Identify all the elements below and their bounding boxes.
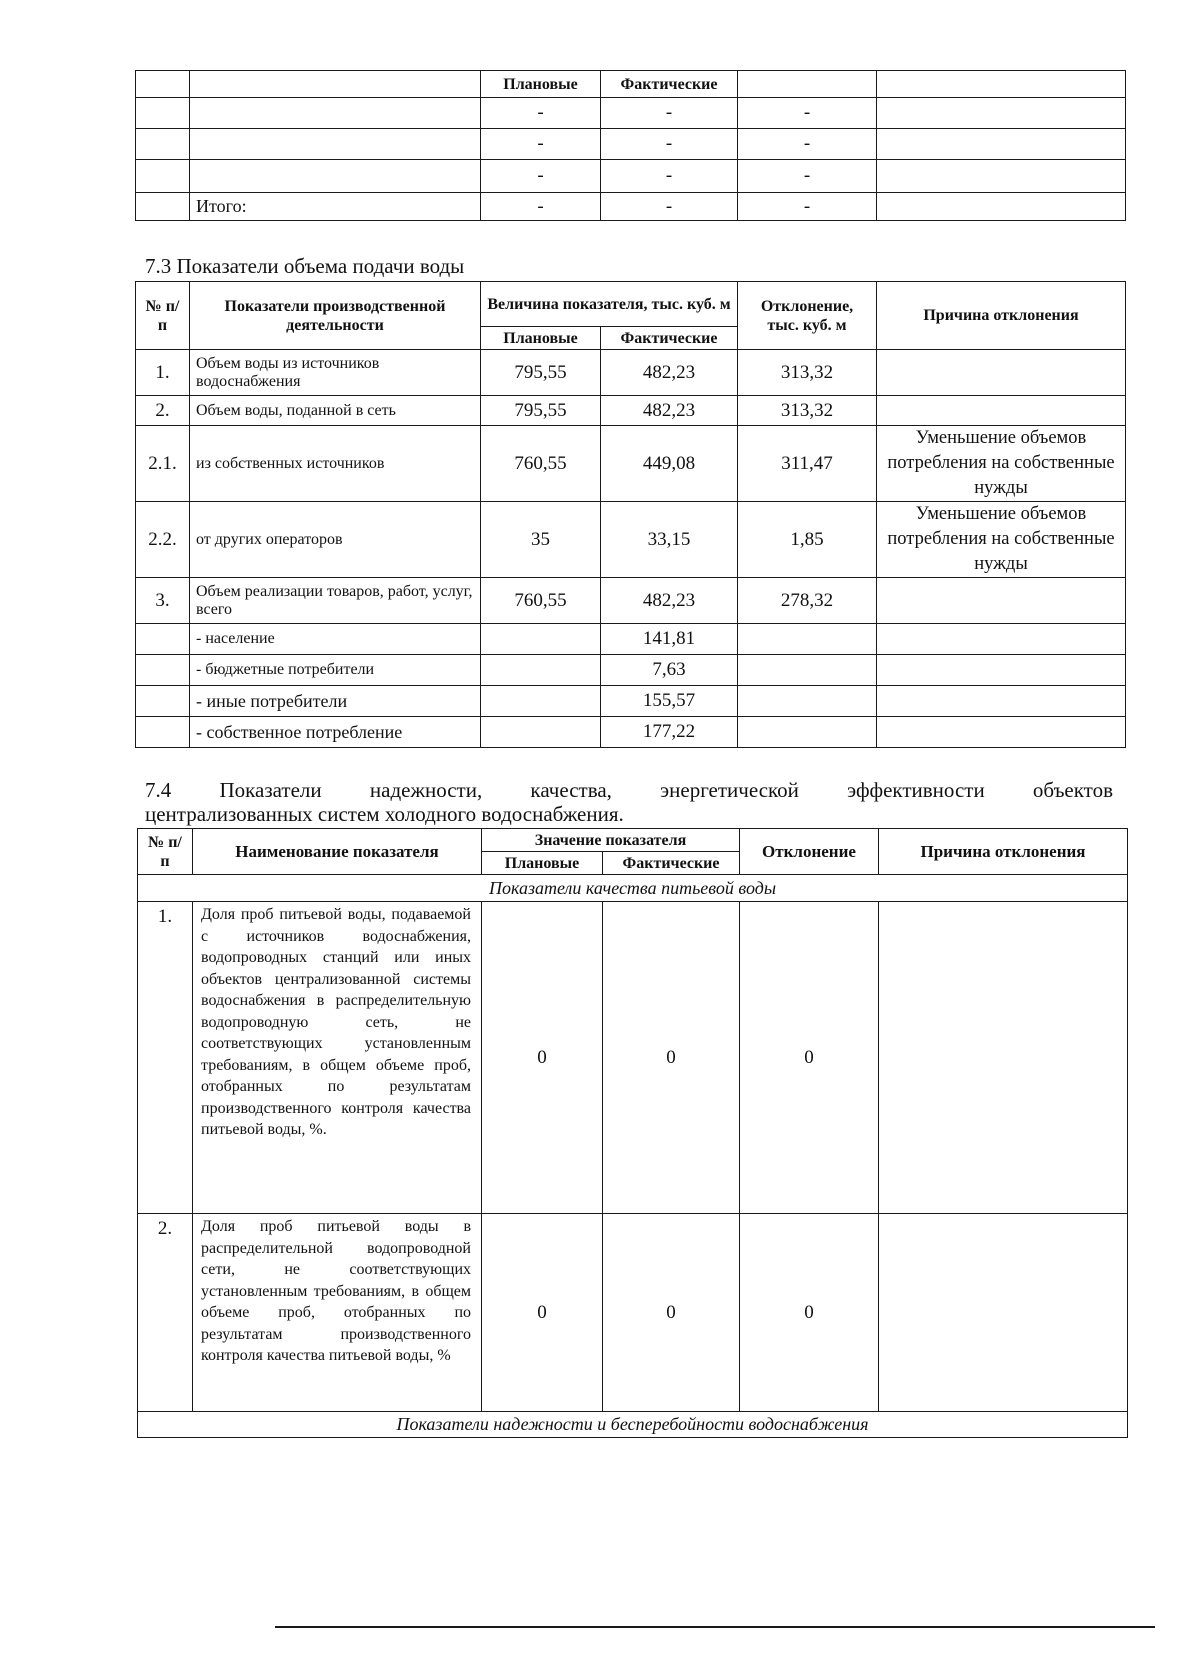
section-7-4-title-line2: централизованных систем холодного водоснабжения. (145, 802, 624, 826)
supply-volume-table (135, 281, 1126, 748)
table-row: 1. Доля проб питьевой воды, подаваемой с источников водоснабжения, водопроводных станций или иных объектов централизованной системы водоснабжения в распределительную водопроводную сеть, не соответствующих установленным требованиям, в общем объеме проб, отобранных по результатам производственного контроля качества питьевой воды, %. 0 0 0 (138, 902, 1128, 1214)
header-value: Значение показателя (482, 829, 740, 852)
table-row: 2.1. из собственных источников 760,55 449,08 311,47 Уменьшение объемов потребления на собственные нужды (136, 426, 1126, 502)
header-num: № п/п (136, 282, 190, 350)
dash-cell: - (601, 160, 738, 193)
table-row (136, 98, 1126, 129)
group-row (138, 875, 1128, 902)
header-deviation: Отклонение (740, 829, 879, 875)
table-row: - собственное потребление 177,22 (136, 717, 1126, 748)
table-row: - население 141,81 (136, 624, 1126, 655)
header-value: Величина показателя, тыс. куб. м (481, 282, 738, 327)
table-row: 2. Доля проб питьевой воды в распределительной водопроводной сети, не соответствующих установленным требованиям, в общем объеме проб, отобранных по результатам производственного контроля качества питьевой воды, % 0 0 0 (138, 1214, 1128, 1412)
header-fact: Фактические (601, 71, 738, 98)
top-table (135, 70, 1126, 221)
group-reliability: Показатели надежности и бесперебойности водоснабжения (138, 1412, 1128, 1438)
table-row: 2.2. от других операторов 35 33,15 1,85 Уменьшение объемов потребления на собственные нужды (136, 502, 1126, 578)
dash-cell: - (738, 129, 877, 160)
dash-cell: - (738, 98, 877, 129)
table-row (136, 129, 1126, 160)
group-quality: Показатели качества питьевой воды (138, 875, 1128, 902)
header-row (138, 829, 1128, 852)
header-plan: Плановые (482, 852, 603, 875)
dash-cell: - (738, 160, 877, 193)
section-7-4-title-line1: 7.4 Показатели надежности, качества, энергетической эффективности объектов (145, 778, 1113, 802)
group-row (138, 1412, 1128, 1438)
header-reason: Причина отклонения (879, 829, 1128, 875)
table-row (136, 160, 1126, 193)
header-fact: Фактические (601, 327, 738, 350)
table-row: 3. Объем реализации товаров, работ, услуг, всего 760,55 482,23 278,32 (136, 578, 1126, 624)
top-table-header-row (136, 71, 1126, 98)
total-label: Итого: (190, 193, 481, 221)
header-deviation: Отклонение, тыс. куб. м (738, 282, 877, 350)
table-row: 1. Объем воды из источников водоснабжения 795,55 482,23 313,32 (136, 350, 1126, 396)
dash-cell: - (601, 129, 738, 160)
dash-cell: - (601, 193, 738, 221)
header-fact: Фактические (603, 852, 740, 875)
dash-cell: - (601, 98, 738, 129)
total-row (136, 193, 1126, 221)
header-plan: Плановые (481, 71, 601, 98)
dash-cell: - (481, 98, 601, 129)
table-row: - иные потребители 155,57 (136, 686, 1126, 717)
dash-cell: - (738, 193, 877, 221)
deviation-reason: Уменьшение объемов потребления на собственные нужды (877, 502, 1126, 578)
table-row: - бюджетные потребители 7,63 (136, 655, 1126, 686)
reliability-quality-table (137, 828, 1128, 1438)
header-indicator: Показатели производственной деятельности (190, 282, 481, 350)
header-reason: Причина отклонения (877, 282, 1126, 350)
bottom-rule (275, 1626, 1155, 1628)
deviation-reason: Уменьшение объемов потребления на собственные нужды (877, 426, 1126, 502)
table-row: 2. Объем воды, поданной в сеть 795,55 482,23 313,32 (136, 396, 1126, 426)
dash-cell: - (481, 193, 601, 221)
header-num: № п/п (138, 829, 193, 875)
dash-cell: - (481, 160, 601, 193)
header-name: Наименование показателя (193, 829, 482, 875)
dash-cell: - (481, 129, 601, 160)
header-row (136, 282, 1126, 327)
header-plan: Плановые (481, 327, 601, 350)
section-7-3-title: 7.3 Показатели объема подачи воды (145, 254, 465, 278)
